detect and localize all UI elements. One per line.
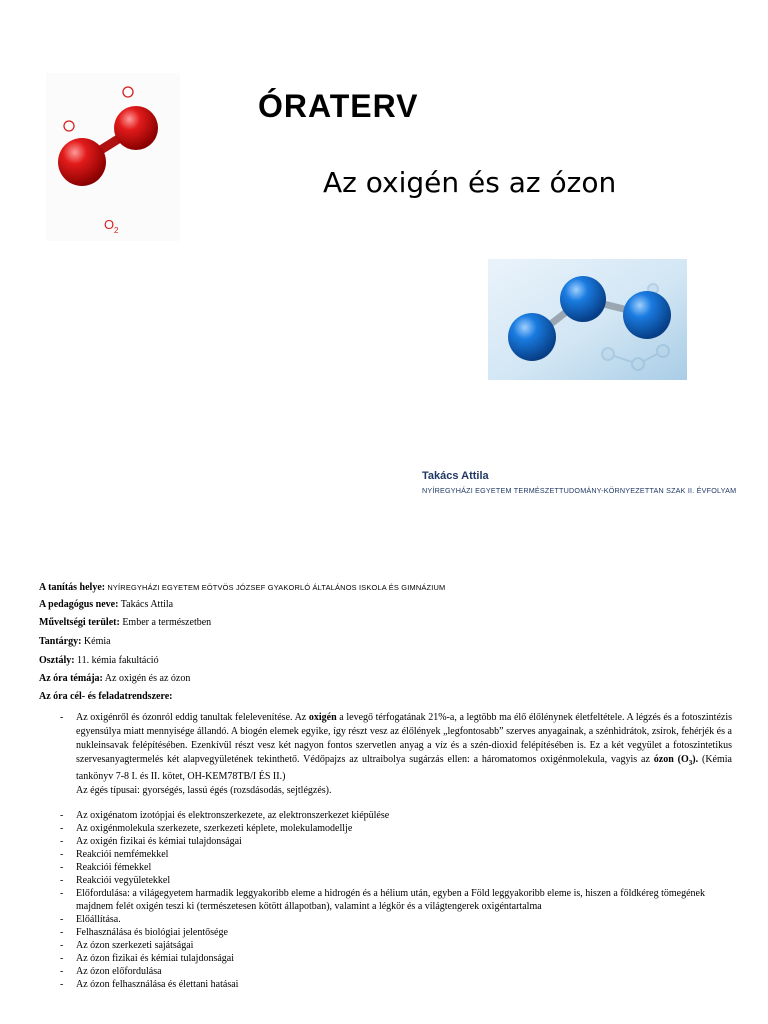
list-item: - Felhasználása és biológiai jelentősége (60, 926, 732, 939)
intro-ozone-subscript: 3 (688, 759, 693, 767)
info-row-subject (39, 636, 111, 647)
info-label: Műveltségi terület: (39, 617, 120, 628)
info-label: Az óra témája: (39, 673, 103, 684)
list-item (60, 711, 732, 798)
info-value: Takács Attila (118, 599, 174, 610)
intro-ozone-end: ). (692, 754, 699, 765)
page-subtitle: Az oxigén és az ózon (323, 166, 617, 199)
o2-subscript: 2 (114, 226, 119, 235)
list-item: - Előfordulása: a világegyetem harmadik leggyakoribb eleme a hidrogén és a hélium után, egyben a Föld leggyakoribb eleme is, hiszen a földkéreg tömegének majdnem felét oxigén teszi ki (természetesen kötött állapotban), valamint a légkör és a világtengerek oxigéntartalma (60, 887, 732, 913)
intro-text: a levegő térfogatának 21%-a, a legtöbb ma élő élőlénynek életfeltétele. A légzés és a fotoszintézis egyensúlya miatt mennyisége állandó. A biogén elemek egyike, így részt vesz az élőlények „legfontosabb” szerves anyagainak, a szénhidrátok, zsírok, fehérjék és a nukleinsavak felépítésében. Ezenkívül részt vesz két nagyon fontos szervetlen anyag a víz és a szén-dioxid felépítésében is. Ez a két vegyület a fotoszintetikus szervesanyagtermelés két alapvegyületének tekinthető. Védőpajzs az ultraibolya sugárzás ellen: a háromatomos oxigénmolekula, vagyis az (76, 712, 732, 765)
intro-reference: (Kémia tankönyv 7-8 I. és II. kötet, OH-KEM78TB/I ÉS II.) (76, 754, 732, 782)
list-item: - Előállítása. (60, 913, 732, 926)
intro-oxygen-bold: oxigén (308, 712, 337, 723)
list-item: - Az ózon szerkezeti sajátságai (60, 939, 732, 952)
list-item: - Reakciói vegyületekkel (60, 874, 732, 887)
info-value: NYÍREGYHÁZI EGYETEM EÖTVÖS JÓZSEF GYAKORLÓ ÁLTALÁNOS ISKOLA ÉS GIMNÁZIUM (105, 583, 446, 592)
info-row-place (39, 582, 445, 593)
list-item: - Az ózon fizikai és kémiai tulajdonságai (60, 952, 732, 965)
info-row-field (39, 617, 211, 628)
list-item: - Az oxigénatom izotópjai és elektronszerkezete, az elektronszerkezet kiépülése (60, 809, 732, 822)
o2-label: O (104, 217, 115, 232)
info-row-goals (39, 691, 172, 702)
list-item: - Reakciói nemfémekkel (60, 848, 732, 861)
info-label: A pedagógus neve: (39, 599, 119, 610)
info-label: Osztály: (39, 655, 75, 666)
info-row-class (39, 655, 159, 666)
info-value: Ember a természetben (119, 617, 212, 628)
list-item: - Az oxigén fizikai és kémiai tulajdonságai (60, 835, 732, 848)
author-name: Takács Attila (422, 470, 489, 482)
info-label: Az óra cél- és feladatrendszere: (39, 691, 173, 702)
list-item: - Reakciói fémekkel (60, 861, 732, 874)
author-affiliation: NYÍREGYHÁZI EGYETEM TERMÉSZETTUDOMÁNY-KÖRNYEZETTAN SZAK II. ÉVFOLYAM (422, 486, 737, 495)
intro-ozone-bold: ózon (O (653, 754, 689, 765)
list-item: - Az ózon felhasználása és élettani hatásai (60, 978, 732, 991)
info-value: 11. kémia fakultáció (74, 655, 159, 666)
list-item: - Az ózon előfordulása (60, 965, 732, 978)
page-title: ÓRATERV (258, 88, 419, 124)
intro-combustion-types: Az égés típusai: gyorségés, lassú égés (rozsdásodás, sejtlégzés). (76, 785, 332, 796)
info-row-teacher (39, 599, 173, 610)
intro-text: Az oxigénről és ózonról eddig tanultak felelevenítése. Az (76, 712, 309, 723)
info-label: A tanítás helye: (39, 582, 106, 593)
info-label: Tantárgy: (39, 636, 82, 647)
o2-molecule-graphic (46, 73, 180, 241)
info-row-topic (39, 673, 190, 684)
topics-list (60, 809, 732, 991)
o3-molecule-graphic (488, 259, 687, 380)
info-value: Az oxigén és az ózon (102, 673, 191, 684)
ozone-molecule-image (488, 259, 687, 380)
list-item: - Az oxigénmolekula szerkezete, szerkezeti képlete, molekulamodellje (60, 822, 732, 835)
oxygen-molecule-image (46, 73, 180, 241)
goals-intro-list (60, 711, 732, 798)
info-value: Kémia (81, 636, 111, 647)
